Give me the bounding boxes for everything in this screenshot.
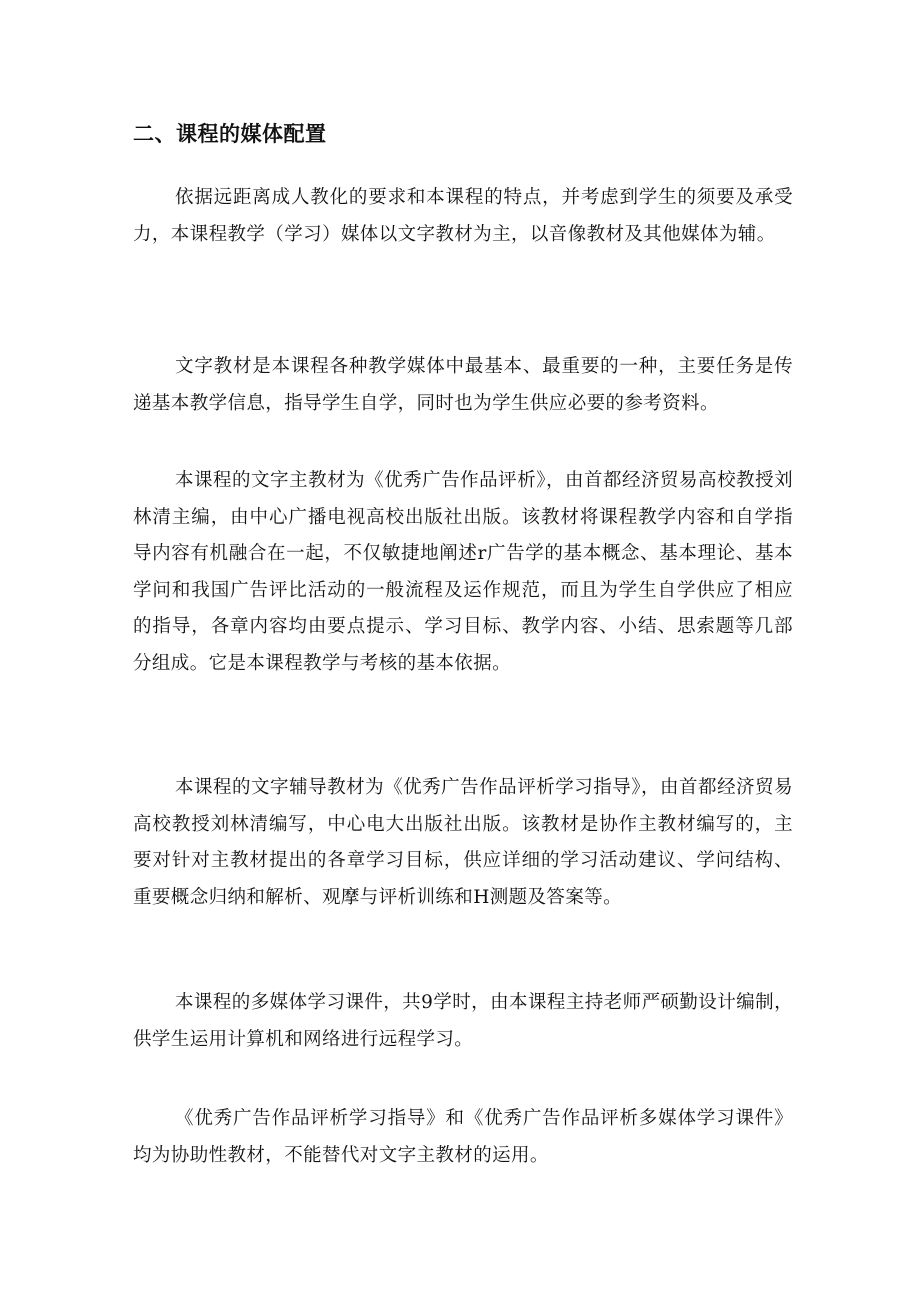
paragraph-multimedia-courseware: 本课程的多媒体学习课件，共9学时，由本课程主持老师严硕勤设计编制，供学生运用计算机和网络进行远程学习。 [133,992,793,1050]
paragraph-auxiliary-textbook: 本课程的文字辅导教材为《优秀广告作品评析学习指导》，由首都经济贸易高校教授刘林清编写，中心电大出版社出版。该教材是协作主教材编写的，主要对针对主教材提出的各章学习目标，供应详细的学习活动建议、学问结构、重要概念归纳和解析、观摩与评析训练和H测题及答案等。 [133,777,793,908]
paragraph-supplementary-note: 《优秀广告作品评析学习指导》和《优秀广告作品评析多媒体学习课件》均为协助性教材，不能替代对文字主教材的运用。 [133,1108,793,1166]
section-heading: 二、课程的媒体配置 [133,122,327,146]
paragraph-main-textbook: 本课程的文字主教材为《优秀广告作品评析》，由首都经济贸易高校教授刘林清主编，由中心广播电视高校出版社出版。该教材将课程教学内容和自学指导内容有机融合在一起，不仅敏捷地阐述r广告学的基本概念、基本理论、基本学问和我国广告评比活动的一般流程及运作规范，而且为学生自学供应了相应的指导，各章内容均由要点提示、学习目标、教学内容、小结、思索题等几部分组成。它是本课程教学与考核的基本依据。 [133,470,793,674]
paragraph-text-materials: 文字教材是本课程各种教学媒体中最基本、最重要的一种，主要任务是传递基本教学信息，指导学生自学，同时也为学生供应必要的参考资料。 [133,356,793,414]
paragraph-media-principle: 依据远距离成人教化的要求和本课程的特点，并考虑到学生的须要及承受力，本课程教学（学习）媒体以文字教材为主，以音像教材及其他媒体为辅。 [133,187,793,245]
document-page [133,0,793,1301]
